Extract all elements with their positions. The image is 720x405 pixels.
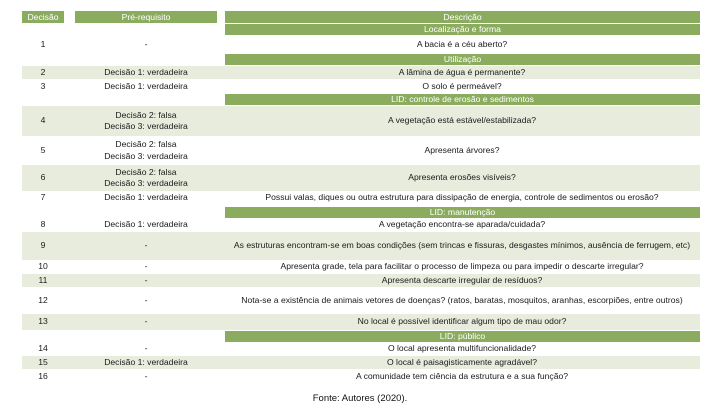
prerequisite-line: - (144, 370, 148, 381)
description-cell: As estruturas encontram-se em boas condições (sem trincas e fissuras, desgastes mínimos, ausência de ferrugem, etc) (233, 240, 691, 251)
prerequisite-line: Decisão 1: verdadeira (104, 80, 188, 91)
description-cell: A vegetação está estável/estabilizada? (387, 115, 537, 126)
table-caption: Fonte: Autores (2020). (312, 393, 408, 404)
prerequisite-line: Decisão 3: verdadeira (104, 178, 188, 188)
prerequisite-line: Decisão 3: verdadeira (104, 121, 188, 131)
prerequisite-line: Decisão 2: falsa (115, 166, 177, 177)
prerequisite-cell (75, 356, 217, 369)
prerequisite-cell (75, 274, 217, 287)
description-cell: Nota-se a existência de animais vetores de doenças? (ratos, baratas, mosquitos, aranhas, escorpiões, entre outros) (241, 294, 683, 305)
description-cell: A vegetação encontra-se aparada/cuidada? (378, 219, 546, 230)
description-cell: Possui valas, diques ou outra estrutura para dissipação de energia, controle de sedimentos ou erosão? (265, 192, 659, 203)
decision-number: 11 (38, 274, 48, 285)
decision-number: 15 (38, 356, 48, 367)
decision-number: 9 (40, 240, 46, 251)
description-cell: O local é paisagisticamente agradável? (386, 356, 537, 367)
section-header-lid-erosion: LID: controle de erosão e sedimentos (225, 94, 700, 105)
table-row (22, 106, 700, 136)
prerequisite-line: Decisão 3: verdadeira (104, 150, 188, 161)
prerequisite-cell (75, 232, 217, 260)
table-row (22, 66, 700, 79)
description-cell: A lâmina de água é permanente? (398, 66, 526, 77)
prerequisite-line: - (144, 274, 148, 285)
table-row (22, 314, 700, 330)
section-header-location: Localização e forma (225, 24, 700, 35)
prerequisite-line: Decisão 1: verdadeira (104, 219, 188, 230)
description-cell: Apresenta árvores? (424, 144, 500, 155)
prerequisite-line: Decisão 2: falsa (115, 109, 177, 120)
table-row (22, 356, 700, 369)
decision-number: 2 (40, 66, 46, 77)
table-row (22, 370, 700, 383)
prerequisite-cell (75, 66, 217, 79)
table-row (22, 219, 700, 231)
prerequisite-cell (75, 192, 217, 204)
prerequisite-line: - (144, 261, 148, 272)
prerequisite-cell (75, 36, 217, 53)
section-header-lid-maintenance: LID: manutenção (225, 207, 700, 218)
decision-number: 3 (40, 80, 46, 91)
prerequisite-line: - (144, 343, 148, 354)
table-row (22, 274, 700, 287)
prerequisite-cell (75, 261, 217, 273)
description-cell: O local apresenta multifuncionalidade? (387, 343, 537, 354)
description-cell: A comunidade tem ciência da estrutura e a sua função? (355, 370, 569, 381)
decision-number: 7 (40, 192, 46, 203)
prerequisite-cell (75, 219, 217, 231)
decision-number: 14 (38, 343, 48, 354)
table-row (22, 288, 700, 313)
decision-number: 1 (40, 38, 46, 49)
prerequisite-line: Decisão 1: verdadeira (104, 356, 188, 367)
table-row (22, 192, 700, 204)
prerequisite-line: Decisão 1: verdadeira (104, 192, 188, 203)
table-row (22, 165, 700, 191)
prerequisite-cell (75, 314, 217, 330)
prerequisite-cell (75, 288, 217, 313)
header-decision: Decisão (22, 11, 64, 23)
prerequisite-line: - (144, 240, 148, 251)
table-row (22, 36, 700, 53)
prerequisite-line: - (144, 38, 148, 49)
prerequisite-cell (75, 165, 217, 191)
prerequisite-line: - (144, 316, 148, 327)
prerequisite-line: Decisão 1: verdadeira (104, 66, 188, 77)
table-row (22, 80, 700, 93)
prerequisite-line: - (144, 294, 148, 305)
header-description: Descrição (225, 11, 700, 23)
prerequisite-cell (75, 343, 217, 355)
decision-number: 6 (40, 172, 46, 183)
prerequisite-cell (75, 137, 217, 164)
prerequisite-cell (75, 370, 217, 383)
description-cell: Apresenta descarte irregular de resíduos? (381, 274, 543, 285)
decision-number: 10 (38, 261, 48, 272)
table-row (22, 232, 700, 260)
prerequisite-cell (75, 106, 217, 136)
description-cell: No local é possível identificar algum tipo de mau odor? (357, 316, 567, 327)
section-header-lid-public: LID: público (225, 331, 700, 342)
description-cell: Apresenta grade, tela para facilitar o processo de limpeza ou para impedir o descarte irregular? (280, 261, 644, 272)
decision-number: 4 (40, 115, 46, 126)
decision-number: 5 (40, 144, 46, 155)
decision-number: 8 (40, 219, 46, 230)
description-cell: Apresenta erosões visíveis? (408, 172, 516, 183)
section-header-use: Utilização (225, 54, 700, 65)
description-cell: O solo é permeável? (422, 80, 502, 91)
decision-number: 16 (38, 370, 48, 381)
table-row (22, 261, 700, 273)
header-prerequisite: Pré-requisito (75, 11, 217, 23)
table-row (22, 137, 700, 164)
decision-number: 12 (38, 294, 48, 305)
decision-number: 13 (38, 316, 48, 327)
prerequisite-cell (75, 80, 217, 93)
description-cell: A bacia é a céu aberto? (416, 38, 508, 49)
prerequisite-line: Decisão 2: falsa (115, 139, 177, 150)
table-row (22, 343, 700, 355)
